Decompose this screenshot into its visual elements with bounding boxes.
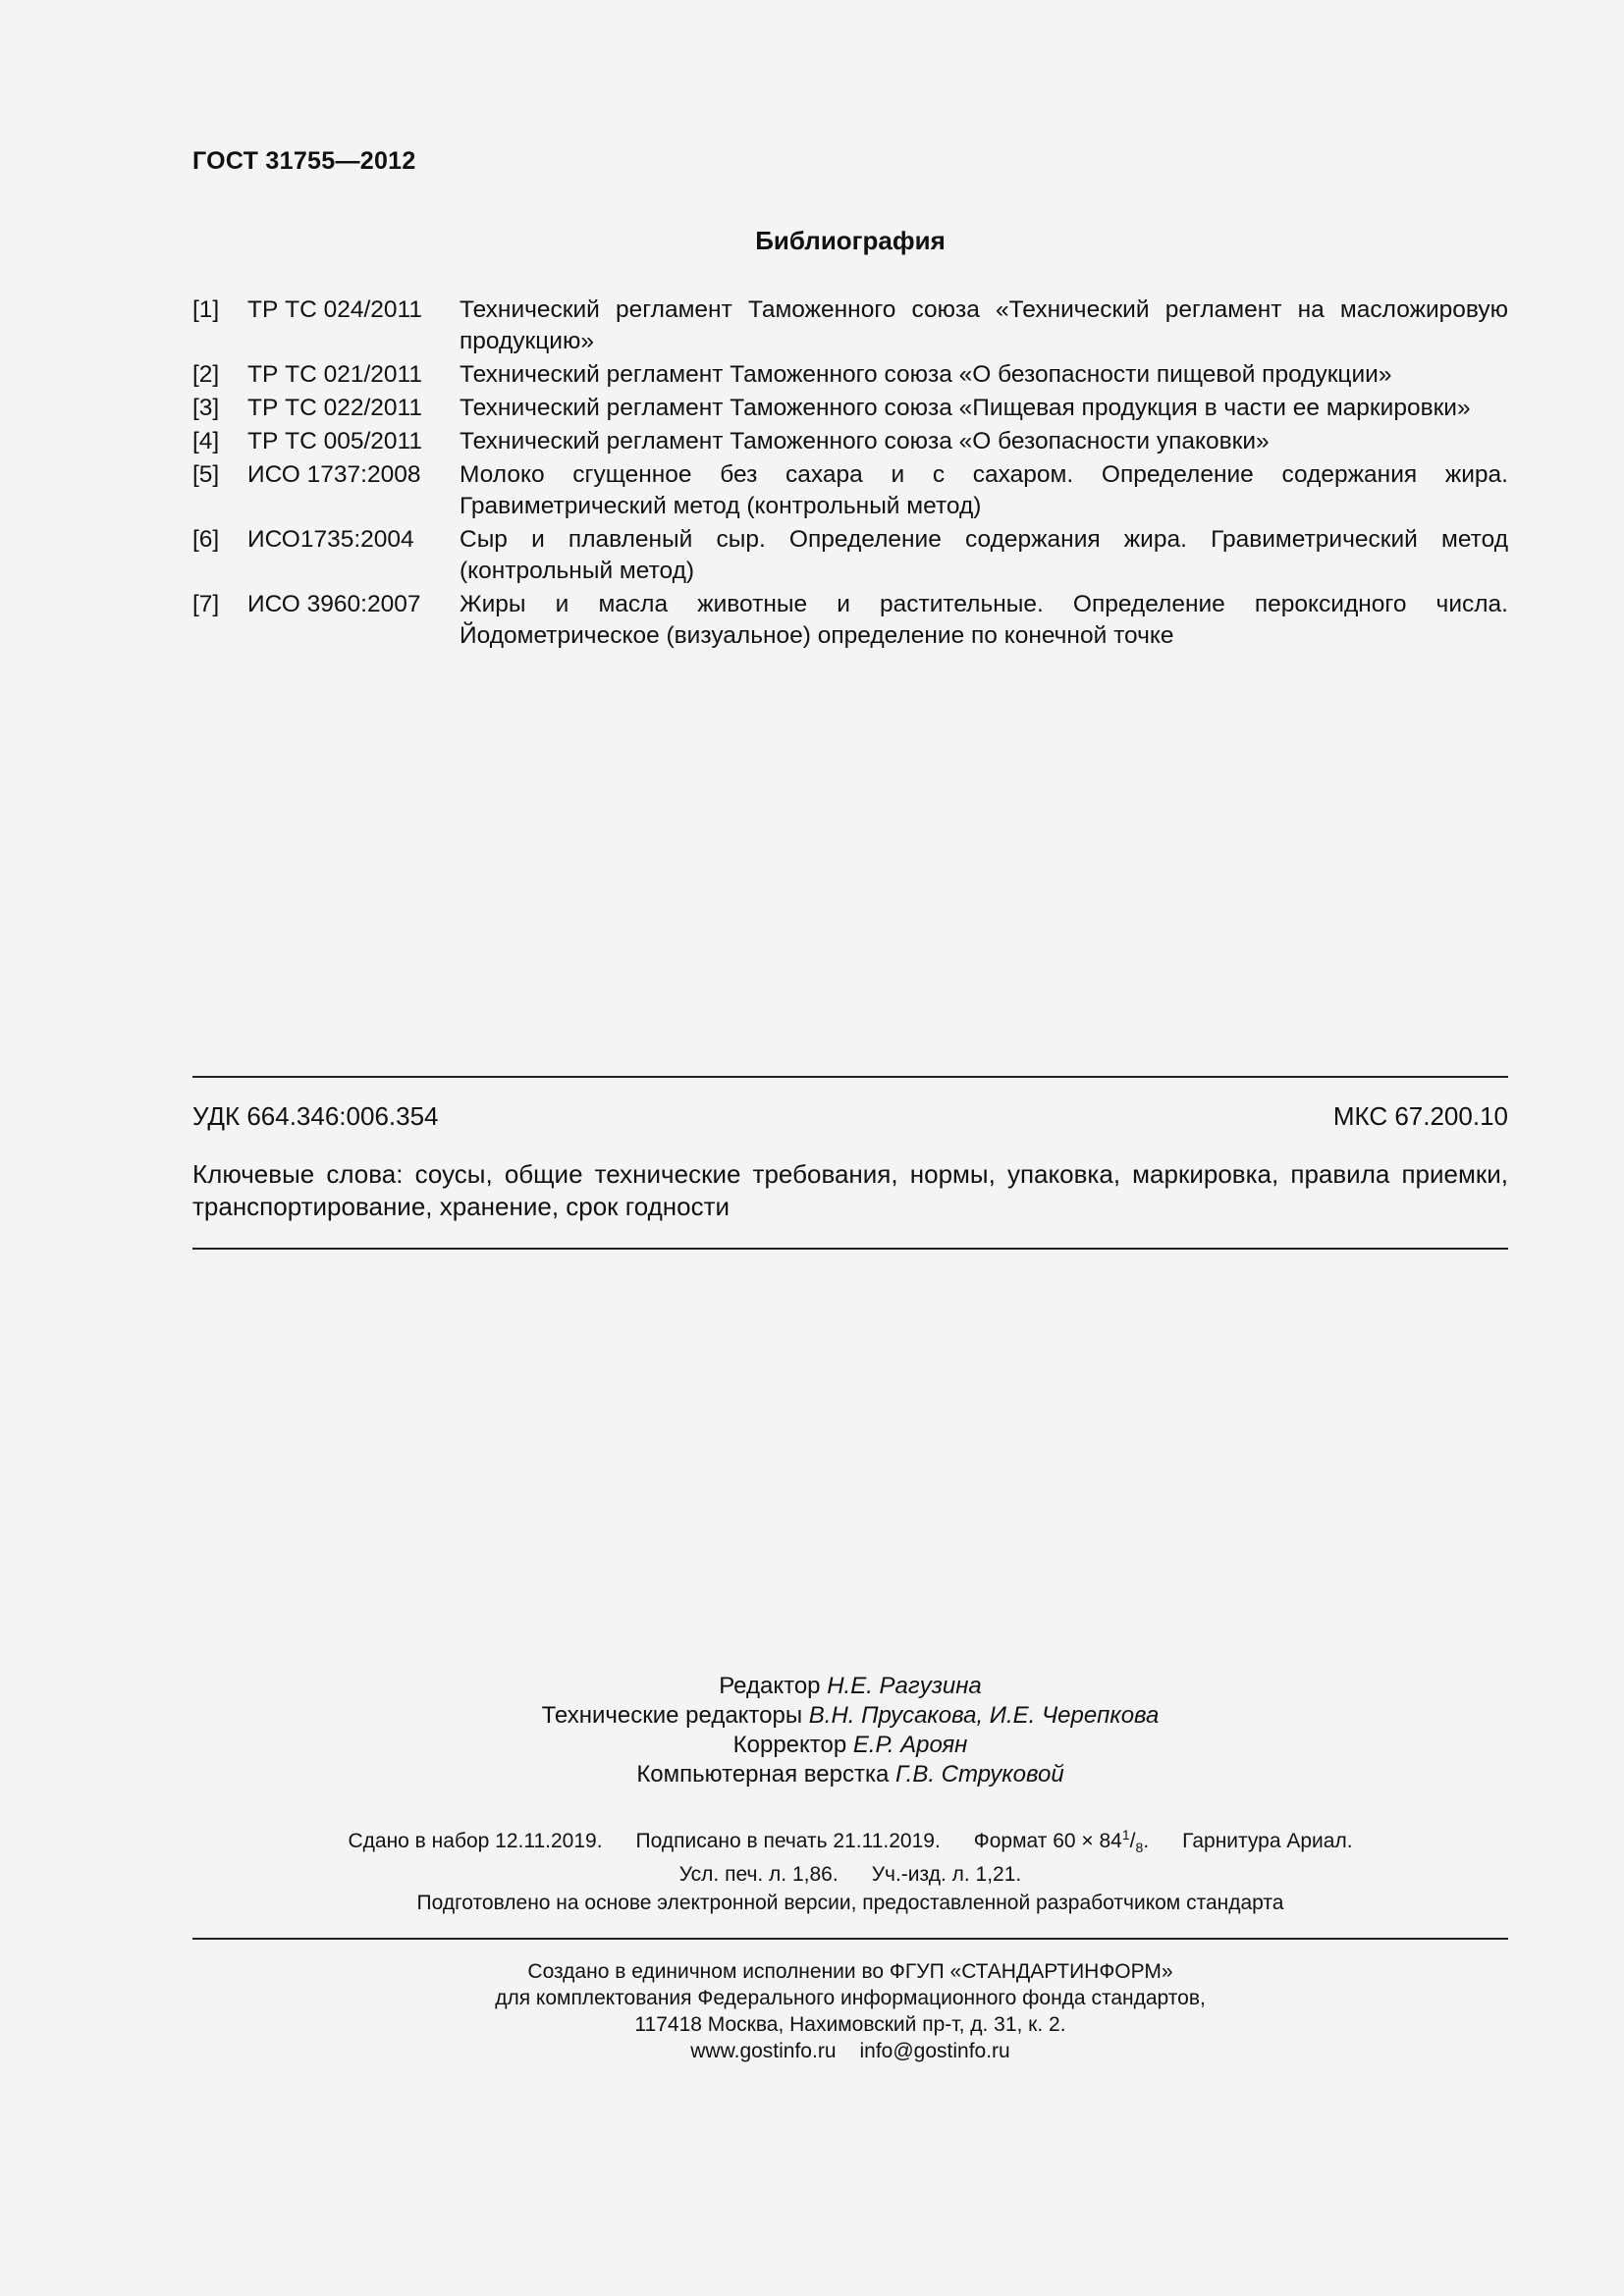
bibliography-item [192,393,1508,424]
print-info [192,1822,1508,1888]
footer-line: для комплектования Федерального информационного фонда стандартов, [495,1987,1206,2009]
credit-label: Корректор [732,1732,847,1758]
bib-code: ИСО 1737:2008 [247,461,421,488]
credit-tech-editors [192,1701,1508,1731]
bibliography-title: Библиография [755,226,946,255]
mks-code: МКС 67.200.10 [1332,1101,1508,1131]
bib-title: Сыр и плавленый сыр. Определение содержания жира. Гравиметрический метод (контрольный метод) [460,526,1508,584]
bib-code: ТР ТС 005/2011 [247,428,422,454]
bibliography-item [192,589,1508,652]
credit-name: Н.Е. Рагузина [827,1673,982,1699]
footer-line: Создано в единичном исполнении во ФГУП «СТАНДАРТИНФОРМ» [527,1960,1173,1983]
credit-layout [192,1760,1508,1789]
credit-label: Редактор [719,1673,821,1699]
format-dot: . [1143,1830,1150,1852]
udk-code: УДК 664.346:006.354 [192,1101,439,1131]
bib-code: ТР ТС 021/2011 [247,361,422,388]
divider-line [192,1248,1508,1250]
credit-name: Е.Р. Ароян [852,1732,968,1758]
bibliography-item [192,459,1508,522]
font-info: Гарнитура Ариал. [1182,1830,1353,1852]
website-link[interactable]: www.gostinfo.ru [690,2040,837,2062]
bib-code: ИСО 3960:2007 [247,591,421,617]
bib-title: Технический регламент Таможенного союза «Технический регламент на масложировую продукцию» [460,296,1508,354]
bib-number: [1] [192,296,220,323]
bibliography-list [192,294,1508,654]
bibliography-item [192,294,1508,357]
standard-header: ГОСТ 31755—2012 [192,147,416,175]
bib-number: [7] [192,591,220,617]
bib-title: Технический регламент Таможенного союза «О безопасности пищевой продукции» [460,361,1392,388]
bib-code: ТР ТС 022/2011 [247,395,422,421]
format-prefix: Формат 60 × 84 [973,1830,1122,1852]
bib-code: ИСО1735:2004 [247,526,414,553]
credit-corrector [192,1731,1508,1760]
print-info-line1 [192,1822,1508,1861]
format-value [973,1827,1150,1856]
edition-sheets: Уч.-изд. л. 1,21. [871,1863,1022,1887]
email-link[interactable]: info@gostinfo.ru [859,2040,1010,2062]
credits-block [192,1672,1508,1789]
classification-row [192,1101,1508,1132]
footer-contacts [192,2038,1508,2064]
typeset-date: Сдано в набор 12.11.2019. [348,1830,603,1852]
footer-line: 117418 Москва, Нахимовский пр-т, д. 31, к. 2. [634,2013,1066,2036]
credit-editor [192,1672,1508,1701]
bib-title: Жиры и масла животные и растительные. Определение пероксидного числа. Йодометрическое (визуальное) определение по конечной точке [460,591,1508,649]
bib-number: [5] [192,461,220,488]
publisher-footer [192,1958,1508,2064]
bibliography-item [192,359,1508,391]
print-sheets: Усл. печ. л. 1,86. [678,1863,839,1887]
divider-line [192,1076,1508,1078]
bib-number: [2] [192,361,220,388]
bib-title: Молоко сгущенное без сахара и с сахаром. Определение содержания жира. Гравиметрический метод (контрольный метод) [460,461,1508,519]
credit-name: Г.В. Струковой [895,1761,1064,1788]
credit-label: Технические редакторы [541,1702,803,1729]
credit-label: Компьютерная верстка [636,1761,890,1788]
bib-number: [4] [192,428,220,454]
bibliography-item [192,426,1508,457]
bib-code: ТР ТС 024/2011 [247,296,422,323]
bib-number: [6] [192,526,220,553]
divider-line [192,1938,1508,1940]
print-info-line2 [192,1861,1508,1888]
bib-number: [3] [192,395,220,421]
credit-name: В.Н. Прусакова, И.Е. Черепкова [808,1702,1160,1729]
signed-date: Подписано в печать 21.11.2019. [635,1830,941,1852]
bib-title: Технический регламент Таможенного союза «О безопасности упаковки» [460,428,1270,454]
prepared-note: Подготовлено на основе электронной версии, предоставленной разработчиком стандарта [416,1892,1284,1914]
bibliography-item [192,524,1508,587]
keywords-text: Ключевые слова: соусы, общие технические требования, нормы, упаковка, маркировка, правила приемки, транспортирование, хранение, срок годности [192,1159,1508,1221]
format-slash: / [1129,1830,1136,1852]
format-sub: 8 [1135,1840,1144,1856]
format-sup: 1 [1121,1827,1130,1842]
bib-title: Технический регламент Таможенного союза «Пищевая продукция в части ее маркировки» [460,395,1471,421]
